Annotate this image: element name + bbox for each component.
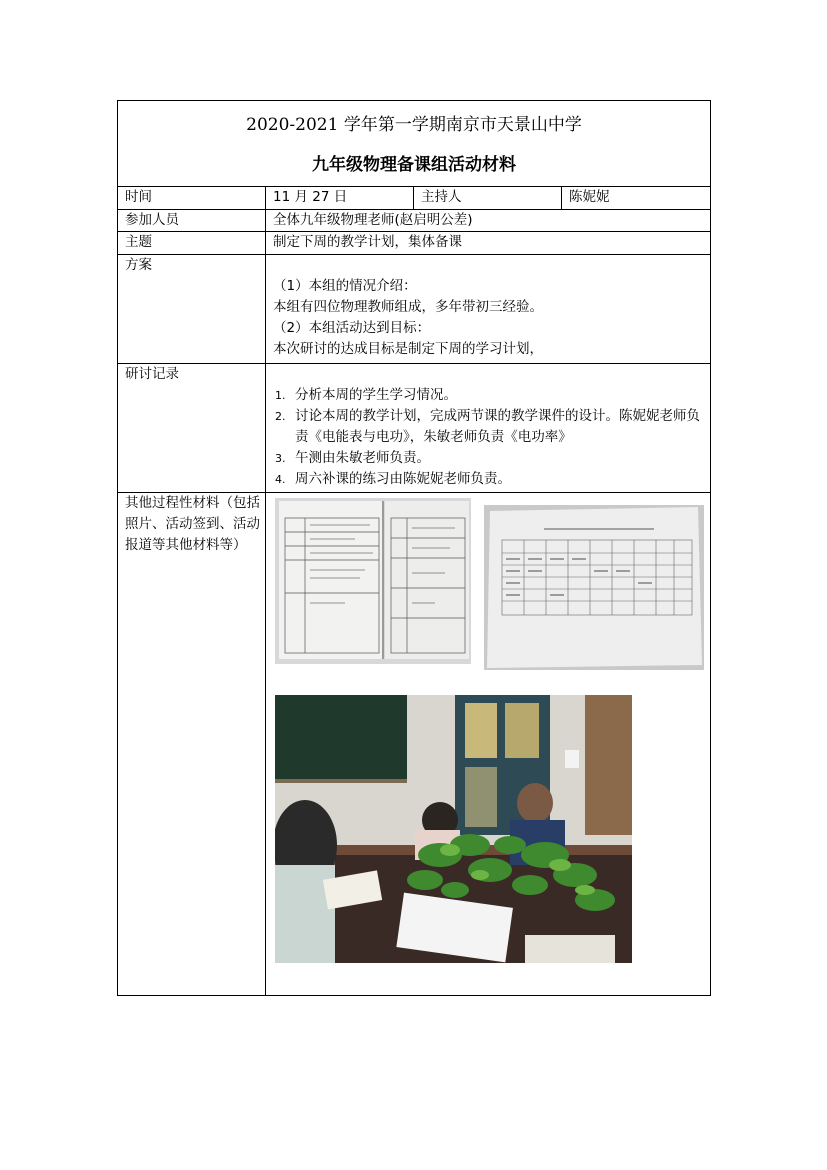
list-number: 4.	[275, 473, 286, 486]
participants-label: 参加人员	[118, 210, 266, 232]
participants-value: 全体九年级物理老师(赵启明公差)	[266, 210, 711, 232]
document-subtitle: 九年级物理备课组活动材料	[312, 155, 516, 175]
record-list	[273, 385, 710, 490]
list-text: 讨论本周的教学计划，完成两节课的教学课件的设计。陈妮妮老师负责《电能表与电功》，朱敏老师负责《电功率》	[295, 408, 700, 445]
list-number: 3.	[275, 452, 286, 465]
topic-label: 主题	[118, 232, 266, 255]
host-value: 陈妮妮	[562, 187, 711, 210]
plan-label: 方案	[118, 255, 266, 364]
list-item	[273, 385, 710, 406]
plan-content	[266, 255, 711, 364]
list-text: 分析本周的学生学习情况。	[295, 387, 457, 403]
list-text: 午测由朱敏老师负责。	[295, 450, 430, 466]
attendance-table-photo	[484, 505, 704, 670]
topic-value: 制定下周的教学计划，集体备课	[266, 232, 711, 255]
sign-in-sheet-photo	[275, 498, 471, 664]
time-value: 11 月 27 日	[266, 187, 414, 210]
document-title: 2020-2021 学年第一学期南京市天景山中学	[246, 115, 582, 135]
title-cell	[118, 101, 711, 187]
meeting-photo	[275, 695, 632, 963]
photos-cell	[266, 493, 711, 996]
list-text: 周六补课的练习由陈妮妮老师负责。	[295, 471, 511, 487]
list-number: 2.	[275, 410, 286, 423]
list-item	[273, 406, 710, 448]
plan-line: 本组有四位物理教师组成，多年带初三经验。	[273, 299, 543, 315]
time-label: 时间	[118, 187, 266, 210]
plan-line: 本次研讨的达成目标是制定下周的学习计划，	[273, 341, 543, 357]
plan-line: （2）本组活动达到目标：	[273, 320, 431, 336]
plan-line: （1）本组的情况介绍：	[273, 278, 417, 294]
host-label: 主持人	[414, 187, 562, 210]
record-label: 研讨记录	[118, 364, 266, 493]
list-number: 1.	[275, 389, 286, 402]
other-materials-label: 其他过程性材料（包括照片、活动签到、活动报道等其他材料等）	[118, 493, 266, 996]
list-item	[273, 448, 710, 469]
record-content	[266, 364, 711, 493]
activity-record-table	[117, 100, 711, 996]
list-item	[273, 469, 710, 490]
